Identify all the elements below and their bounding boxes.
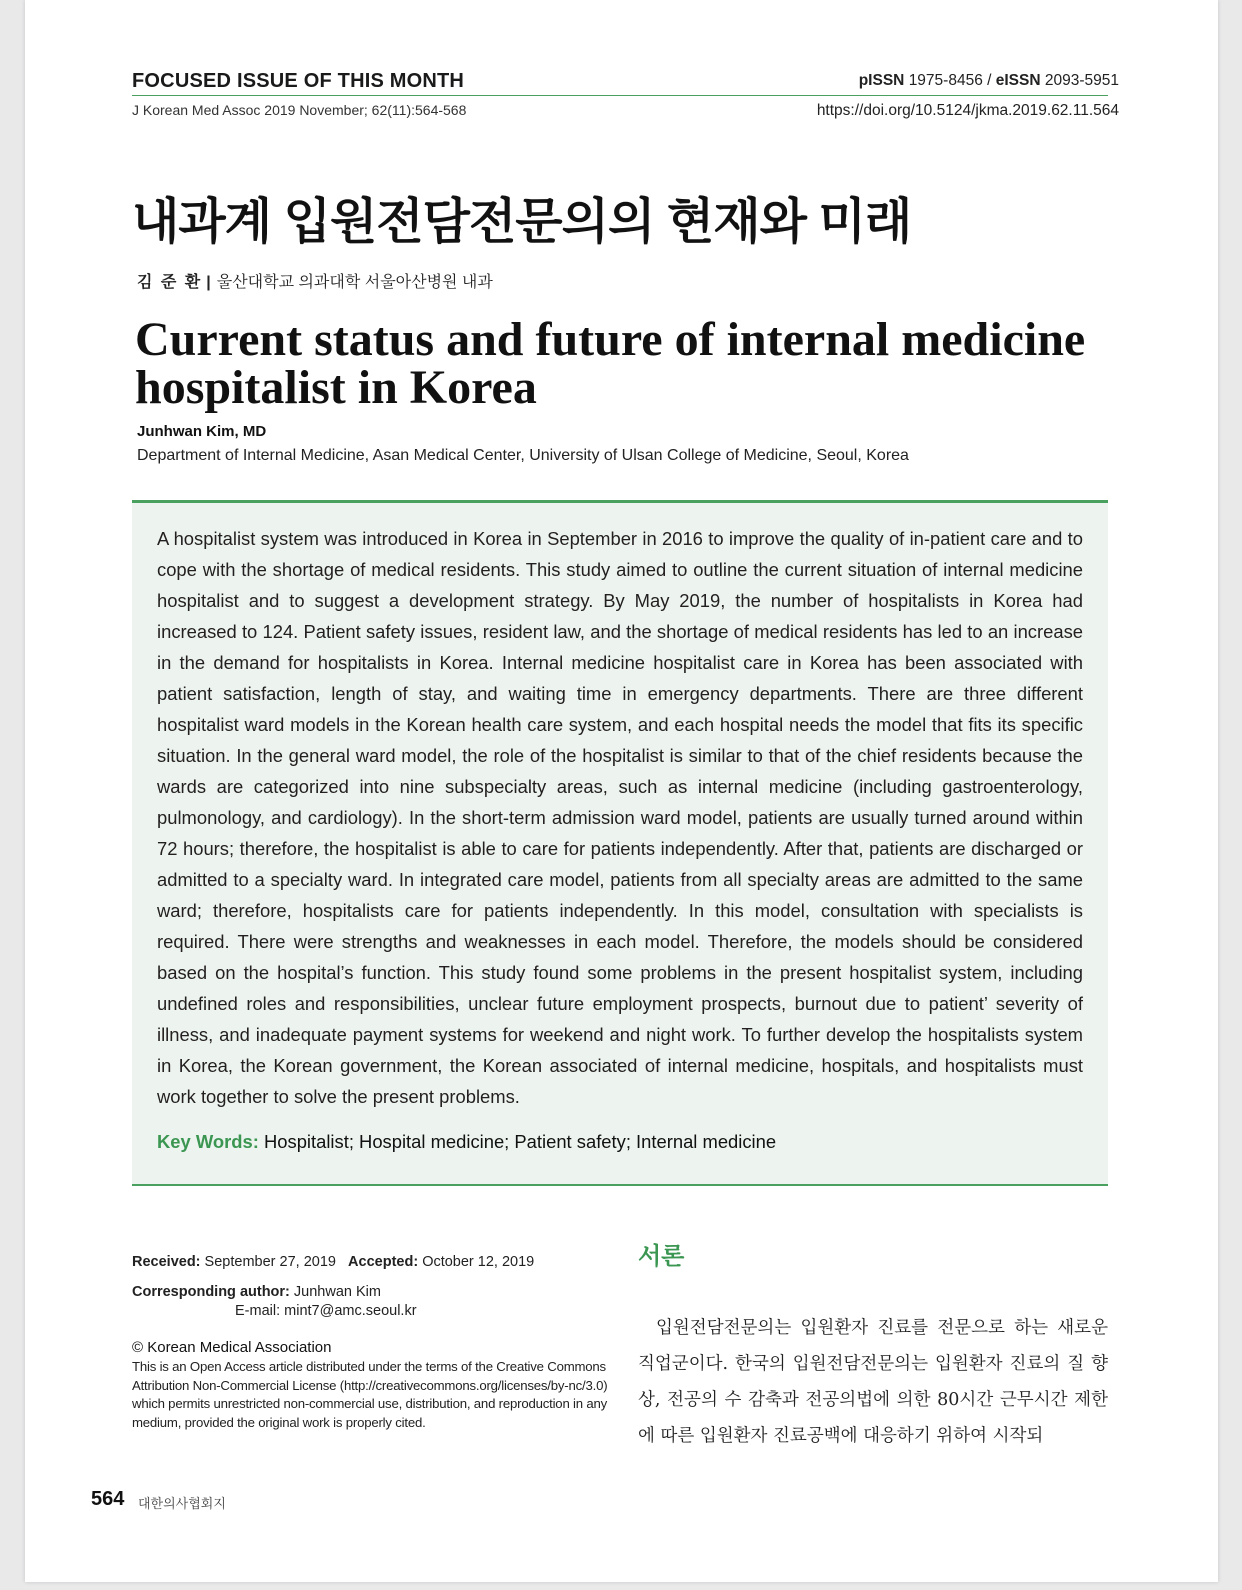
accepted-date: October 12, 2019 (422, 1254, 535, 1270)
keywords-label: Key Words: (157, 1131, 259, 1152)
copyright: © Korean Medical Association (132, 1339, 332, 1356)
section-heading: 서론 (638, 1243, 685, 1270)
pissn-value: 1975-8456 (908, 72, 983, 89)
eissn-label: eISSN (995, 72, 1041, 89)
section-label: FOCUSED ISSUE OF THIS MONTH (132, 70, 465, 92)
abstract-box (132, 500, 1108, 1186)
journal-page (25, 0, 1218, 1582)
corresponding-author (132, 1284, 381, 1300)
korean-title: 내과계 입원전담전문의의 현재와 미래 (132, 195, 912, 249)
korean-affiliation: 울산대학교 의과대학 서울아산병원 내과 (216, 274, 493, 291)
email-address[interactable]: mint7@amc.seoul.kr (284, 1303, 417, 1319)
issn-line (859, 72, 1119, 90)
received-accepted (132, 1254, 534, 1270)
english-author: Junhwan Kim, MD (137, 423, 267, 440)
issn-separator: / (987, 72, 992, 89)
accepted-label: Accepted: (348, 1254, 419, 1270)
keywords (157, 1131, 776, 1153)
corresponding-label: Corresponding author: (132, 1284, 290, 1300)
author-separator: | (206, 274, 211, 291)
eissn-value: 2093-5951 (1044, 72, 1119, 89)
received-date: September 27, 2019 (204, 1254, 336, 1270)
email-line (235, 1303, 417, 1319)
pissn-label: pISSN (858, 72, 905, 89)
page-number: 564 (91, 1488, 125, 1510)
journal-name: 대한의사협회지 (138, 1496, 226, 1511)
corresponding-name: Junhwan Kim (293, 1284, 381, 1300)
korean-author-line (137, 269, 493, 292)
header-rule (132, 95, 1108, 96)
keywords-list: Hospitalist; Hospital medicine; Patient safety; Internal medicine (263, 1131, 777, 1152)
doi-link[interactable]: https://doi.org/10.5124/jkma.2019.62.11.564 (816, 102, 1119, 119)
korean-author-name: 김 준 환 (137, 274, 203, 291)
email-label: E-mail: (235, 1303, 281, 1319)
license-text: This is an Open Access article distributed under the terms of the Creative Commons Attribution Non-Commercial License (http://creativecommons.org/licenses/by-nc/3.0) which permits unrestricted non-commercial use, distribution, and reproduction in any medium, provided the original work is properly cited. (132, 1359, 608, 1430)
received-label: Received: (132, 1254, 201, 1270)
body-paragraph: 입원전담전문의는 입원환자 진료를 전문으로 하는 새로운 직업군이다. 한국의 입원전담전문의는 입원환자 진료의 질 향상, 전공의 수 감축과 전공의법에 의한 80시간 근무시간 제한에 따른 입원환자 진료공백에 대응하기 위하여 시작되 (638, 1318, 1108, 1446)
english-title: Current status and future of internal medicine hospitalist in Korea (135, 313, 1086, 414)
journal-citation: J Korean Med Assoc 2019 November; 62(11):564-568 (132, 102, 467, 118)
abstract-text: A hospitalist system was introduced in Korea in September in 2016 to improve the quality of in-patient care and to cope with the shortage of medical residents. This study aimed to outline the current situation of internal medicine hospitalist and to suggest a development strategy. By May 2019, the number of hospitalists in Korea had increased to 124. Patient safety issues, resident law, and the shortage of medical residents has led to an increase in the demand for hospitalists in Korea. Internal medicine hospitalist care in Korea has been associated with patient satisfaction, length of stay, and waiting time in emergency departments. There are three different hospitalist ward models in the Korean health care system, and each hospital needs the model that fits its specific situation. In the general ward model, the role of the hospitalist is similar to that of the chief residents because the wards are categorized into nine subspecialty areas, such as internal medicine (including gastroenterology, pulmonology, and cardiology). In the short-term admission ward model, patients are usually turned around within 72 hours; therefore, the hospitalist is able to care for patients independently. After that, patients are discharged or admitted to a specialty ward. In integrated care model, patients from all specialty areas are admitted to the same ward; therefore, hospitalists care for patients independently. In this model, consultation with specialists is required. There were strengths and weaknesses in each model. Therefore, the models should be considered based on the hospital’s function. This study found some problems in the present hospitalist system, including undefined roles and responsibilities, unclear future employment prospects, burnout due to patient’ severity of illness, and inadequate payment systems for weekend and night work. To further develop the hospitalists system in Korea, the Korean government, the Korean associated of internal medicine, hospitals, and hospitalists must work together to solve the present problems. (157, 528, 1083, 1107)
english-affiliation: Department of Internal Medicine, Asan Medical Center, University of Ulsan College of Medicine, Seoul, Korea (137, 447, 909, 464)
